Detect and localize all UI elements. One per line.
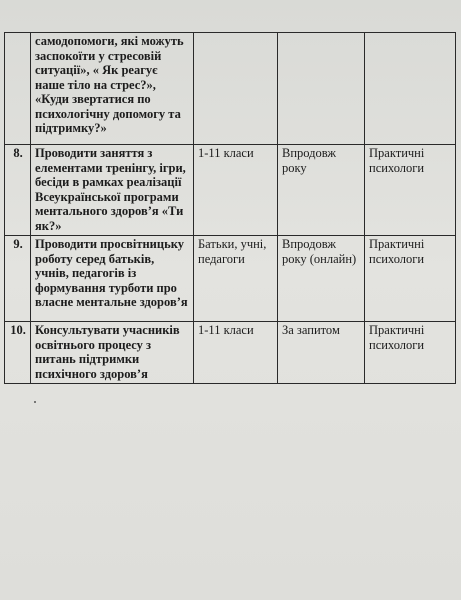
ink-dot: [34, 401, 36, 403]
deadline: За запитом: [278, 322, 365, 384]
responsible: Практичні психологи: [365, 236, 456, 322]
target-group: 1-11 класи: [194, 145, 278, 236]
row-number: 8.: [5, 145, 31, 236]
table-row: [5, 145, 456, 236]
activity-description: Проводити просвітницьку роботу серед батьків, учнів, педагогів із формування турботи про власне ментальне здоров’я: [31, 236, 194, 322]
activity-description: самодопомоги, які можуть заспокоїти у стресовій ситуації», « Як реагує наше тіло на стрес?», «Куди звертатися по психологічну допомогу та підтримку?»: [31, 33, 194, 145]
activity-description: Проводити заняття з елементами тренінгу, ігри, бесіди в рамках реалізації Всеукраїнської програми ментального здоров’я «Ти як?»: [31, 145, 194, 236]
row-number: [5, 33, 31, 145]
activity-description: Консультувати учасників освітнього процесу з питань підтримки психічного здоров’я: [31, 322, 194, 384]
table-row: [5, 33, 456, 145]
target-group: Батьки, учні, педагоги: [194, 236, 278, 322]
target-group: 1-11 класи: [194, 322, 278, 384]
target-group: [194, 33, 278, 145]
responsible: [365, 33, 456, 145]
row-number: 9.: [5, 236, 31, 322]
table-row: [5, 322, 456, 384]
responsible: Практичні психологи: [365, 145, 456, 236]
row-number: 10.: [5, 322, 31, 384]
deadline: [278, 33, 365, 145]
activity-plan-table: [4, 32, 456, 384]
table-row: [5, 236, 456, 322]
deadline: Впродовж року: [278, 145, 365, 236]
responsible: Практичні психологи: [365, 322, 456, 384]
deadline: Впродовж року (онлайн): [278, 236, 365, 322]
